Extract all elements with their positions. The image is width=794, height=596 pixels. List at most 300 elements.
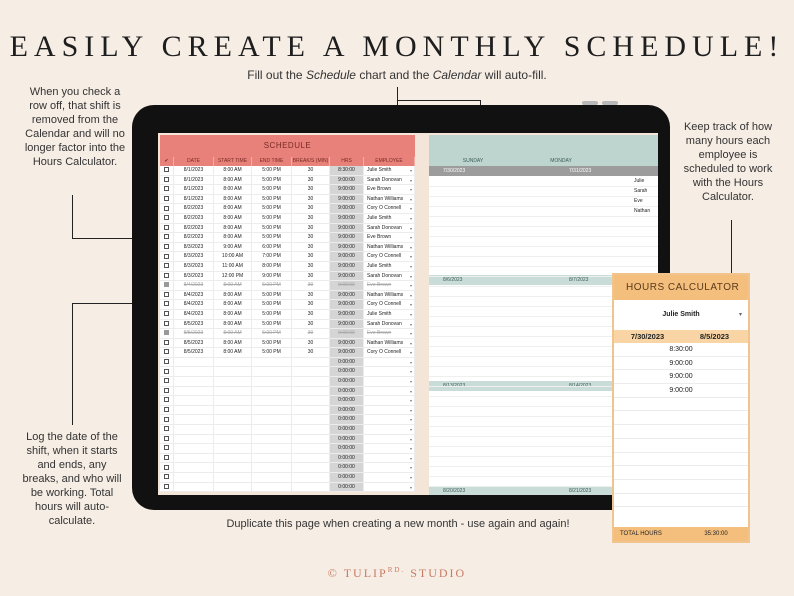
empty-cell[interactable] bbox=[252, 358, 292, 367]
cell-brk[interactable]: 30 bbox=[292, 291, 330, 300]
hours-row bbox=[614, 398, 748, 412]
cell-date[interactable]: 8/3/2023 bbox=[174, 243, 214, 252]
cell-emp[interactable]: Cory O Connell ▾ bbox=[364, 300, 415, 309]
cell-hrs: 8:30:00 bbox=[330, 166, 364, 175]
cell-end[interactable]: 5:00 PM bbox=[252, 224, 292, 233]
cell-start[interactable]: 12:00 PM bbox=[214, 272, 252, 281]
row-checkbox[interactable] bbox=[164, 177, 169, 182]
cell-start[interactable]: 8:00 AM bbox=[214, 185, 252, 194]
empty-cell[interactable] bbox=[174, 406, 214, 415]
cell-end[interactable]: 5:00 PM bbox=[252, 320, 292, 329]
empty-cell[interactable] bbox=[174, 367, 214, 376]
table-row bbox=[160, 473, 415, 483]
cell-end[interactable]: 5:00 PM bbox=[252, 204, 292, 213]
cell-brk[interactable]: 30 bbox=[292, 185, 330, 194]
cell-date[interactable]: 8/1/2023 bbox=[174, 195, 214, 204]
table-row bbox=[160, 348, 415, 358]
cell-emp[interactable]: Julie Smith ▾ bbox=[364, 166, 415, 175]
hours-row bbox=[614, 439, 748, 453]
cell-hrs: 9:00:00 bbox=[330, 214, 364, 223]
hours-row: 9:00:00 bbox=[614, 357, 748, 371]
calendar-date: 8/7/2023 bbox=[569, 277, 589, 283]
row-checkbox[interactable] bbox=[164, 186, 169, 191]
cell-emp[interactable]: Nathan Williams ▾ bbox=[364, 291, 415, 300]
row-check-cell bbox=[160, 320, 174, 329]
cell-emp[interactable]: Cory O Connell ▾ bbox=[364, 252, 415, 261]
cell-date[interactable]: 8/3/2023 bbox=[174, 252, 214, 261]
schedule-table bbox=[160, 135, 415, 492]
cell-emp[interactable] bbox=[364, 358, 415, 367]
empty-cell[interactable] bbox=[252, 463, 292, 472]
empty-cell[interactable] bbox=[252, 387, 292, 396]
row-checkbox[interactable] bbox=[164, 234, 169, 239]
row-checkbox[interactable] bbox=[164, 388, 169, 393]
calendar-date: 7/30/2023 bbox=[443, 168, 466, 174]
row-check-cell bbox=[160, 300, 174, 309]
cell-end[interactable]: 5:00 PM bbox=[252, 214, 292, 223]
cell-brk[interactable]: 30 bbox=[292, 224, 330, 233]
empty-cell[interactable] bbox=[214, 377, 252, 386]
cell-emp[interactable]: Sarah Donovan ▾ bbox=[364, 176, 415, 185]
empty-cell[interactable] bbox=[252, 406, 292, 415]
cell-brk[interactable]: 30 bbox=[292, 300, 330, 309]
row-checkbox[interactable] bbox=[164, 445, 169, 450]
cell-emp[interactable] bbox=[364, 454, 415, 463]
table-row bbox=[160, 483, 415, 493]
cell-end[interactable]: 5:00 PM bbox=[252, 310, 292, 319]
header-end-time: END TIME bbox=[252, 157, 292, 166]
cell-brk[interactable]: 30 bbox=[292, 252, 330, 261]
row-checkbox[interactable] bbox=[164, 426, 169, 431]
cell-end[interactable]: 5:00 PM bbox=[252, 185, 292, 194]
cell-end[interactable]: 5:00 PM bbox=[252, 291, 292, 300]
empty-cell[interactable] bbox=[174, 483, 214, 492]
cell-start[interactable]: 8:00 AM bbox=[214, 348, 252, 357]
cell-end[interactable]: 5:00 PM bbox=[252, 339, 292, 348]
cell-hrs: 0:00:00 bbox=[330, 473, 364, 482]
cell-start[interactable]: 8:00 AM bbox=[214, 176, 252, 185]
cell-start[interactable]: 8:00 AM bbox=[214, 300, 252, 309]
cell-end[interactable]: 5:00 PM bbox=[252, 300, 292, 309]
table-row bbox=[160, 329, 415, 339]
empty-cell[interactable] bbox=[292, 454, 330, 463]
calendar-date: 8/6/2023 bbox=[443, 277, 463, 283]
cell-brk[interactable]: 30 bbox=[292, 166, 330, 175]
cell-date[interactable]: 8/3/2023 bbox=[174, 262, 214, 271]
table-row bbox=[160, 377, 415, 387]
table-row bbox=[160, 358, 415, 368]
table-row bbox=[160, 387, 415, 397]
row-checkbox[interactable] bbox=[164, 196, 169, 201]
row-checkbox[interactable] bbox=[164, 397, 169, 402]
cell-hrs: 0:00:00 bbox=[330, 444, 364, 453]
table-row bbox=[160, 406, 415, 416]
cell-end[interactable]: 6:00 PM bbox=[252, 243, 292, 252]
empty-cell[interactable] bbox=[214, 406, 252, 415]
table-row bbox=[160, 396, 415, 406]
cell-emp[interactable]: Cory O Connell ▾ bbox=[364, 204, 415, 213]
hours-calculator-dates bbox=[614, 330, 748, 343]
cell-start[interactable]: 8:00 AM bbox=[214, 195, 252, 204]
row-checkbox[interactable] bbox=[164, 311, 169, 316]
cell-date[interactable]: 8/5/2023 bbox=[174, 348, 214, 357]
note-duplicate: Duplicate this page when creating a new month - use again and again! bbox=[226, 518, 570, 530]
row-checkbox[interactable] bbox=[164, 407, 169, 412]
cell-date[interactable]: 8/1/2023 bbox=[174, 185, 214, 194]
cell-date[interactable]: 8/4/2023 bbox=[174, 281, 214, 290]
cell-brk[interactable]: 30 bbox=[292, 233, 330, 242]
empty-cell[interactable] bbox=[292, 358, 330, 367]
row-checkbox[interactable] bbox=[164, 254, 169, 259]
calendar-entry: Julie bbox=[634, 178, 645, 184]
calendar-date: 7/31/2023 bbox=[569, 168, 592, 174]
cell-emp[interactable] bbox=[364, 444, 415, 453]
empty-cell[interactable] bbox=[174, 415, 214, 424]
cell-emp[interactable]: Sarah Donovan ▾ bbox=[364, 224, 415, 233]
cell-hrs: 9:00:00 bbox=[330, 233, 364, 242]
table-row bbox=[160, 272, 415, 282]
cell-start[interactable]: 8:00 AM bbox=[214, 339, 252, 348]
cell-date[interactable]: 8/2/2023 bbox=[174, 233, 214, 242]
empty-cell[interactable] bbox=[214, 483, 252, 492]
empty-cell[interactable] bbox=[174, 435, 214, 444]
cell-end[interactable]: 5:00 PM bbox=[252, 348, 292, 357]
cell-emp[interactable] bbox=[364, 367, 415, 376]
row-check-cell bbox=[160, 310, 174, 319]
empty-cell[interactable] bbox=[292, 473, 330, 482]
cell-brk[interactable]: 30 bbox=[292, 214, 330, 223]
tablet-screen bbox=[158, 133, 658, 495]
cell-brk[interactable]: 30 bbox=[292, 348, 330, 357]
employee-select-value: Julie Smith bbox=[662, 311, 700, 318]
cell-date[interactable]: 8/2/2023 bbox=[174, 214, 214, 223]
empty-cell[interactable] bbox=[214, 435, 252, 444]
empty-cell[interactable] bbox=[292, 483, 330, 492]
empty-cell[interactable] bbox=[292, 463, 330, 472]
cell-brk[interactable]: 30 bbox=[292, 195, 330, 204]
row-check-cell bbox=[160, 185, 174, 194]
empty-cell[interactable] bbox=[174, 387, 214, 396]
total-label: TOTAL HOURS bbox=[620, 531, 662, 537]
row-check-cell bbox=[160, 415, 174, 424]
calendar-grid-line bbox=[429, 186, 658, 187]
table-row bbox=[160, 435, 415, 445]
schedule-header bbox=[160, 157, 415, 166]
cell-emp[interactable] bbox=[364, 377, 415, 386]
cell-brk[interactable]: 30 bbox=[292, 176, 330, 185]
cell-brk[interactable]: 30 bbox=[292, 320, 330, 329]
cell-hrs: 0:00:00 bbox=[330, 358, 364, 367]
empty-cell[interactable] bbox=[174, 463, 214, 472]
note-hours-calculator: Keep track of how many hours each employee is scheduled to work with the Hours Calculator. bbox=[683, 121, 773, 203]
cell-brk[interactable]: 30 bbox=[292, 339, 330, 348]
header-check: ✔ bbox=[160, 157, 174, 166]
table-row bbox=[160, 214, 415, 224]
empty-cell[interactable] bbox=[214, 473, 252, 482]
hours-row: 8:30:00 bbox=[614, 343, 748, 357]
row-checkbox[interactable] bbox=[164, 340, 169, 345]
empty-cell[interactable] bbox=[252, 483, 292, 492]
hours-row: 9:00:00 bbox=[614, 384, 748, 398]
cell-emp[interactable] bbox=[364, 406, 415, 415]
cell-emp[interactable]: Nathan Williams ▾ bbox=[364, 339, 415, 348]
empty-cell[interactable] bbox=[174, 396, 214, 405]
row-check-cell bbox=[160, 425, 174, 434]
cell-date[interactable]: 8/2/2023 bbox=[174, 204, 214, 213]
empty-cell[interactable] bbox=[214, 415, 252, 424]
cell-start[interactable]: 8:00 AM bbox=[214, 224, 252, 233]
cell-emp[interactable]: Eve Brown ▾ bbox=[364, 185, 415, 194]
cell-date[interactable]: 8/1/2023 bbox=[174, 166, 214, 175]
row-checkbox[interactable] bbox=[164, 484, 169, 489]
cell-hrs: 9:00:00 bbox=[330, 291, 364, 300]
cell-end[interactable]: 5:00 PM bbox=[252, 195, 292, 204]
cell-date[interactable]: 8/4/2023 bbox=[174, 291, 214, 300]
cell-start[interactable]: 8:00 AM bbox=[214, 214, 252, 223]
row-checkbox[interactable] bbox=[164, 244, 169, 249]
cell-brk[interactable]: 30 bbox=[292, 262, 330, 271]
cell-brk[interactable]: 30 bbox=[292, 329, 330, 338]
cell-date[interactable]: 8/1/2023 bbox=[174, 176, 214, 185]
row-check-cell bbox=[160, 377, 174, 386]
table-row bbox=[160, 176, 415, 186]
cell-emp[interactable] bbox=[364, 483, 415, 492]
cell-date[interactable]: 8/3/2023 bbox=[174, 272, 214, 281]
cell-brk[interactable]: 30 bbox=[292, 310, 330, 319]
cell-emp[interactable]: Eve Brown ▾ bbox=[364, 281, 415, 290]
cell-hrs: 9:00:00 bbox=[330, 339, 364, 348]
cell-emp[interactable] bbox=[364, 473, 415, 482]
table-row bbox=[160, 281, 415, 291]
cell-hrs: 9:00:00 bbox=[330, 262, 364, 271]
empty-cell[interactable] bbox=[292, 415, 330, 424]
row-check-cell bbox=[160, 252, 174, 261]
cell-date[interactable]: 8/4/2023 bbox=[174, 310, 214, 319]
empty-cell[interactable] bbox=[174, 425, 214, 434]
cell-start[interactable]: 8:00 AM bbox=[214, 320, 252, 329]
row-checkbox[interactable] bbox=[164, 378, 169, 383]
cell-date[interactable]: 8/5/2023 bbox=[174, 339, 214, 348]
cell-brk[interactable]: 30 bbox=[292, 204, 330, 213]
employee-select[interactable] bbox=[614, 300, 748, 330]
hours-row bbox=[614, 411, 748, 425]
cell-date[interactable]: 8/4/2023 bbox=[174, 300, 214, 309]
row-checkbox[interactable] bbox=[164, 369, 169, 374]
cell-start[interactable]: 8:00 AM bbox=[214, 291, 252, 300]
row-checkbox[interactable] bbox=[164, 167, 169, 172]
cell-emp[interactable] bbox=[364, 415, 415, 424]
connector-line bbox=[397, 87, 398, 100]
calendar-grid-line bbox=[429, 256, 658, 257]
empty-cell[interactable] bbox=[252, 473, 292, 482]
empty-cell[interactable] bbox=[214, 367, 252, 376]
cell-hrs: 0:00:00 bbox=[330, 396, 364, 405]
hours-row bbox=[614, 494, 748, 508]
cell-emp[interactable]: Eve Brown ▾ bbox=[364, 329, 415, 338]
total-value: 35:30:00 bbox=[704, 531, 728, 537]
empty-cell[interactable] bbox=[292, 396, 330, 405]
empty-cell[interactable] bbox=[252, 415, 292, 424]
cell-end[interactable]: 8:00 PM bbox=[252, 262, 292, 271]
empty-cell[interactable] bbox=[292, 444, 330, 453]
cell-start[interactable]: 8:00 AM bbox=[214, 310, 252, 319]
cell-start[interactable]: 8:00 AM bbox=[214, 281, 252, 290]
empty-cell[interactable] bbox=[252, 377, 292, 386]
empty-cell[interactable] bbox=[174, 358, 214, 367]
cell-emp[interactable] bbox=[364, 463, 415, 472]
empty-cell[interactable] bbox=[252, 444, 292, 453]
cell-start[interactable]: 8:00 AM bbox=[214, 329, 252, 338]
row-checkbox[interactable] bbox=[164, 465, 169, 470]
empty-cell[interactable] bbox=[252, 367, 292, 376]
row-check-cell bbox=[160, 339, 174, 348]
empty-cell[interactable] bbox=[214, 463, 252, 472]
table-row bbox=[160, 224, 415, 234]
empty-cell[interactable] bbox=[174, 377, 214, 386]
cell-emp[interactable]: Julie Smith ▾ bbox=[364, 310, 415, 319]
cell-emp[interactable]: Cory O Connell ▾ bbox=[364, 348, 415, 357]
cell-emp[interactable] bbox=[364, 396, 415, 405]
connector-line bbox=[731, 220, 732, 275]
cell-brk[interactable]: 30 bbox=[292, 243, 330, 252]
row-checkbox[interactable] bbox=[164, 436, 169, 441]
day-monday: MONDAY bbox=[550, 158, 572, 164]
empty-cell[interactable] bbox=[214, 444, 252, 453]
row-check-cell bbox=[160, 166, 174, 175]
calendar-week-header bbox=[429, 166, 658, 176]
cell-emp[interactable] bbox=[364, 387, 415, 396]
empty-cell[interactable] bbox=[292, 387, 330, 396]
empty-cell[interactable] bbox=[292, 425, 330, 434]
empty-cell[interactable] bbox=[292, 435, 330, 444]
row-checkbox[interactable] bbox=[164, 330, 169, 335]
chevron-down-icon: ▾ bbox=[738, 312, 742, 318]
row-check-cell bbox=[160, 483, 174, 492]
calendar-grid-line bbox=[429, 236, 658, 237]
cell-hrs: 9:00:00 bbox=[330, 252, 364, 261]
cell-start[interactable]: 11:00 AM bbox=[214, 262, 252, 271]
row-checkbox[interactable] bbox=[164, 359, 169, 364]
empty-cell[interactable] bbox=[214, 396, 252, 405]
row-checkbox[interactable] bbox=[164, 215, 169, 220]
empty-cell[interactable] bbox=[214, 425, 252, 434]
empty-cell[interactable] bbox=[252, 425, 292, 434]
empty-cell[interactable] bbox=[214, 387, 252, 396]
row-check-cell bbox=[160, 463, 174, 472]
cell-hrs: 9:00:00 bbox=[330, 329, 364, 338]
cell-emp[interactable] bbox=[364, 435, 415, 444]
cell-emp[interactable]: Sarah Donovan ▾ bbox=[364, 272, 415, 281]
cell-start[interactable]: 10:00 AM bbox=[214, 252, 252, 261]
cell-hrs: 0:00:00 bbox=[330, 435, 364, 444]
cell-end[interactable]: 5:00 PM bbox=[252, 281, 292, 290]
cell-hrs: 0:00:00 bbox=[330, 415, 364, 424]
hours-calculator-title: HOURS CALCULATOR bbox=[614, 275, 748, 300]
cell-emp[interactable]: Eve Brown ▾ bbox=[364, 233, 415, 242]
cell-end[interactable]: 5:00 PM bbox=[252, 233, 292, 242]
cell-start[interactable]: 9:00 AM bbox=[214, 243, 252, 252]
empty-cell[interactable] bbox=[214, 454, 252, 463]
calendar-grid-line bbox=[429, 226, 658, 227]
empty-cell[interactable] bbox=[174, 454, 214, 463]
cell-brk[interactable]: 30 bbox=[292, 272, 330, 281]
row-check-cell bbox=[160, 348, 174, 357]
cell-end[interactable]: 7:00 PM bbox=[252, 252, 292, 261]
row-checkbox[interactable] bbox=[164, 349, 169, 354]
start-date[interactable]: 7/30/2023 bbox=[630, 332, 665, 341]
cell-end[interactable]: 5:00 PM bbox=[252, 329, 292, 338]
cell-hrs: 9:00:00 bbox=[330, 348, 364, 357]
row-checkbox[interactable] bbox=[164, 301, 169, 306]
empty-cell[interactable] bbox=[214, 358, 252, 367]
row-checkbox[interactable] bbox=[164, 417, 169, 422]
cell-emp[interactable]: Nathan Williams ▾ bbox=[364, 243, 415, 252]
row-checkbox[interactable] bbox=[164, 321, 169, 326]
cell-start[interactable]: 8:00 AM bbox=[214, 233, 252, 242]
cell-end[interactable]: 9:00 PM bbox=[252, 272, 292, 281]
cell-emp[interactable]: Nathan Williams ▾ bbox=[364, 195, 415, 204]
header-employee: EMPLOYEE bbox=[364, 157, 415, 166]
note-checkoff: When you check a row off, that shift is removed from the Calendar and will no longer factor into the Hours Calculator. bbox=[24, 86, 126, 168]
calendar-entry: Sarah bbox=[634, 188, 648, 194]
empty-cell[interactable] bbox=[252, 435, 292, 444]
cell-end[interactable]: 5:00 PM bbox=[252, 166, 292, 175]
empty-cell[interactable] bbox=[252, 454, 292, 463]
end-date[interactable]: 8/5/2023 bbox=[699, 332, 730, 341]
calendar-entry: Eve bbox=[634, 198, 643, 204]
table-row bbox=[160, 204, 415, 214]
cell-emp[interactable]: Julie Smith ▾ bbox=[364, 262, 415, 271]
cell-end[interactable]: 5:00 PM bbox=[252, 176, 292, 185]
row-checkbox[interactable] bbox=[164, 273, 169, 278]
empty-cell[interactable] bbox=[292, 367, 330, 376]
empty-cell[interactable] bbox=[292, 377, 330, 386]
cell-date[interactable]: 8/2/2023 bbox=[174, 224, 214, 233]
row-checkbox[interactable] bbox=[164, 292, 169, 297]
cell-hrs: 9:00:00 bbox=[330, 204, 364, 213]
empty-cell[interactable] bbox=[174, 473, 214, 482]
hours-row bbox=[614, 425, 748, 439]
empty-cell[interactable] bbox=[174, 444, 214, 453]
row-checkbox[interactable] bbox=[164, 225, 169, 230]
row-checkbox[interactable] bbox=[164, 474, 169, 479]
row-checkbox[interactable] bbox=[164, 263, 169, 268]
row-checkbox[interactable] bbox=[164, 206, 169, 211]
cell-emp[interactable]: Sarah Donovan ▾ bbox=[364, 320, 415, 329]
table-row bbox=[160, 300, 415, 310]
table-row bbox=[160, 252, 415, 262]
empty-cell[interactable] bbox=[292, 406, 330, 415]
row-check-cell bbox=[160, 406, 174, 415]
cell-emp[interactable] bbox=[364, 425, 415, 434]
row-checkbox[interactable] bbox=[164, 282, 169, 287]
cell-hrs: 9:00:00 bbox=[330, 320, 364, 329]
cell-brk[interactable]: 30 bbox=[292, 281, 330, 290]
table-row bbox=[160, 262, 415, 272]
row-checkbox[interactable] bbox=[164, 455, 169, 460]
row-check-cell bbox=[160, 435, 174, 444]
calendar-grid-line bbox=[429, 206, 658, 207]
cell-start[interactable]: 8:00 AM bbox=[214, 204, 252, 213]
cell-emp[interactable]: Julie Smith ▾ bbox=[364, 214, 415, 223]
hours-calculator bbox=[612, 273, 750, 543]
cell-date[interactable]: 8/5/2023 bbox=[174, 320, 214, 329]
row-check-cell bbox=[160, 214, 174, 223]
cell-date[interactable]: 8/5/2023 bbox=[174, 329, 214, 338]
empty-cell[interactable] bbox=[252, 396, 292, 405]
table-row bbox=[160, 415, 415, 425]
cell-start[interactable]: 8:00 AM bbox=[214, 166, 252, 175]
